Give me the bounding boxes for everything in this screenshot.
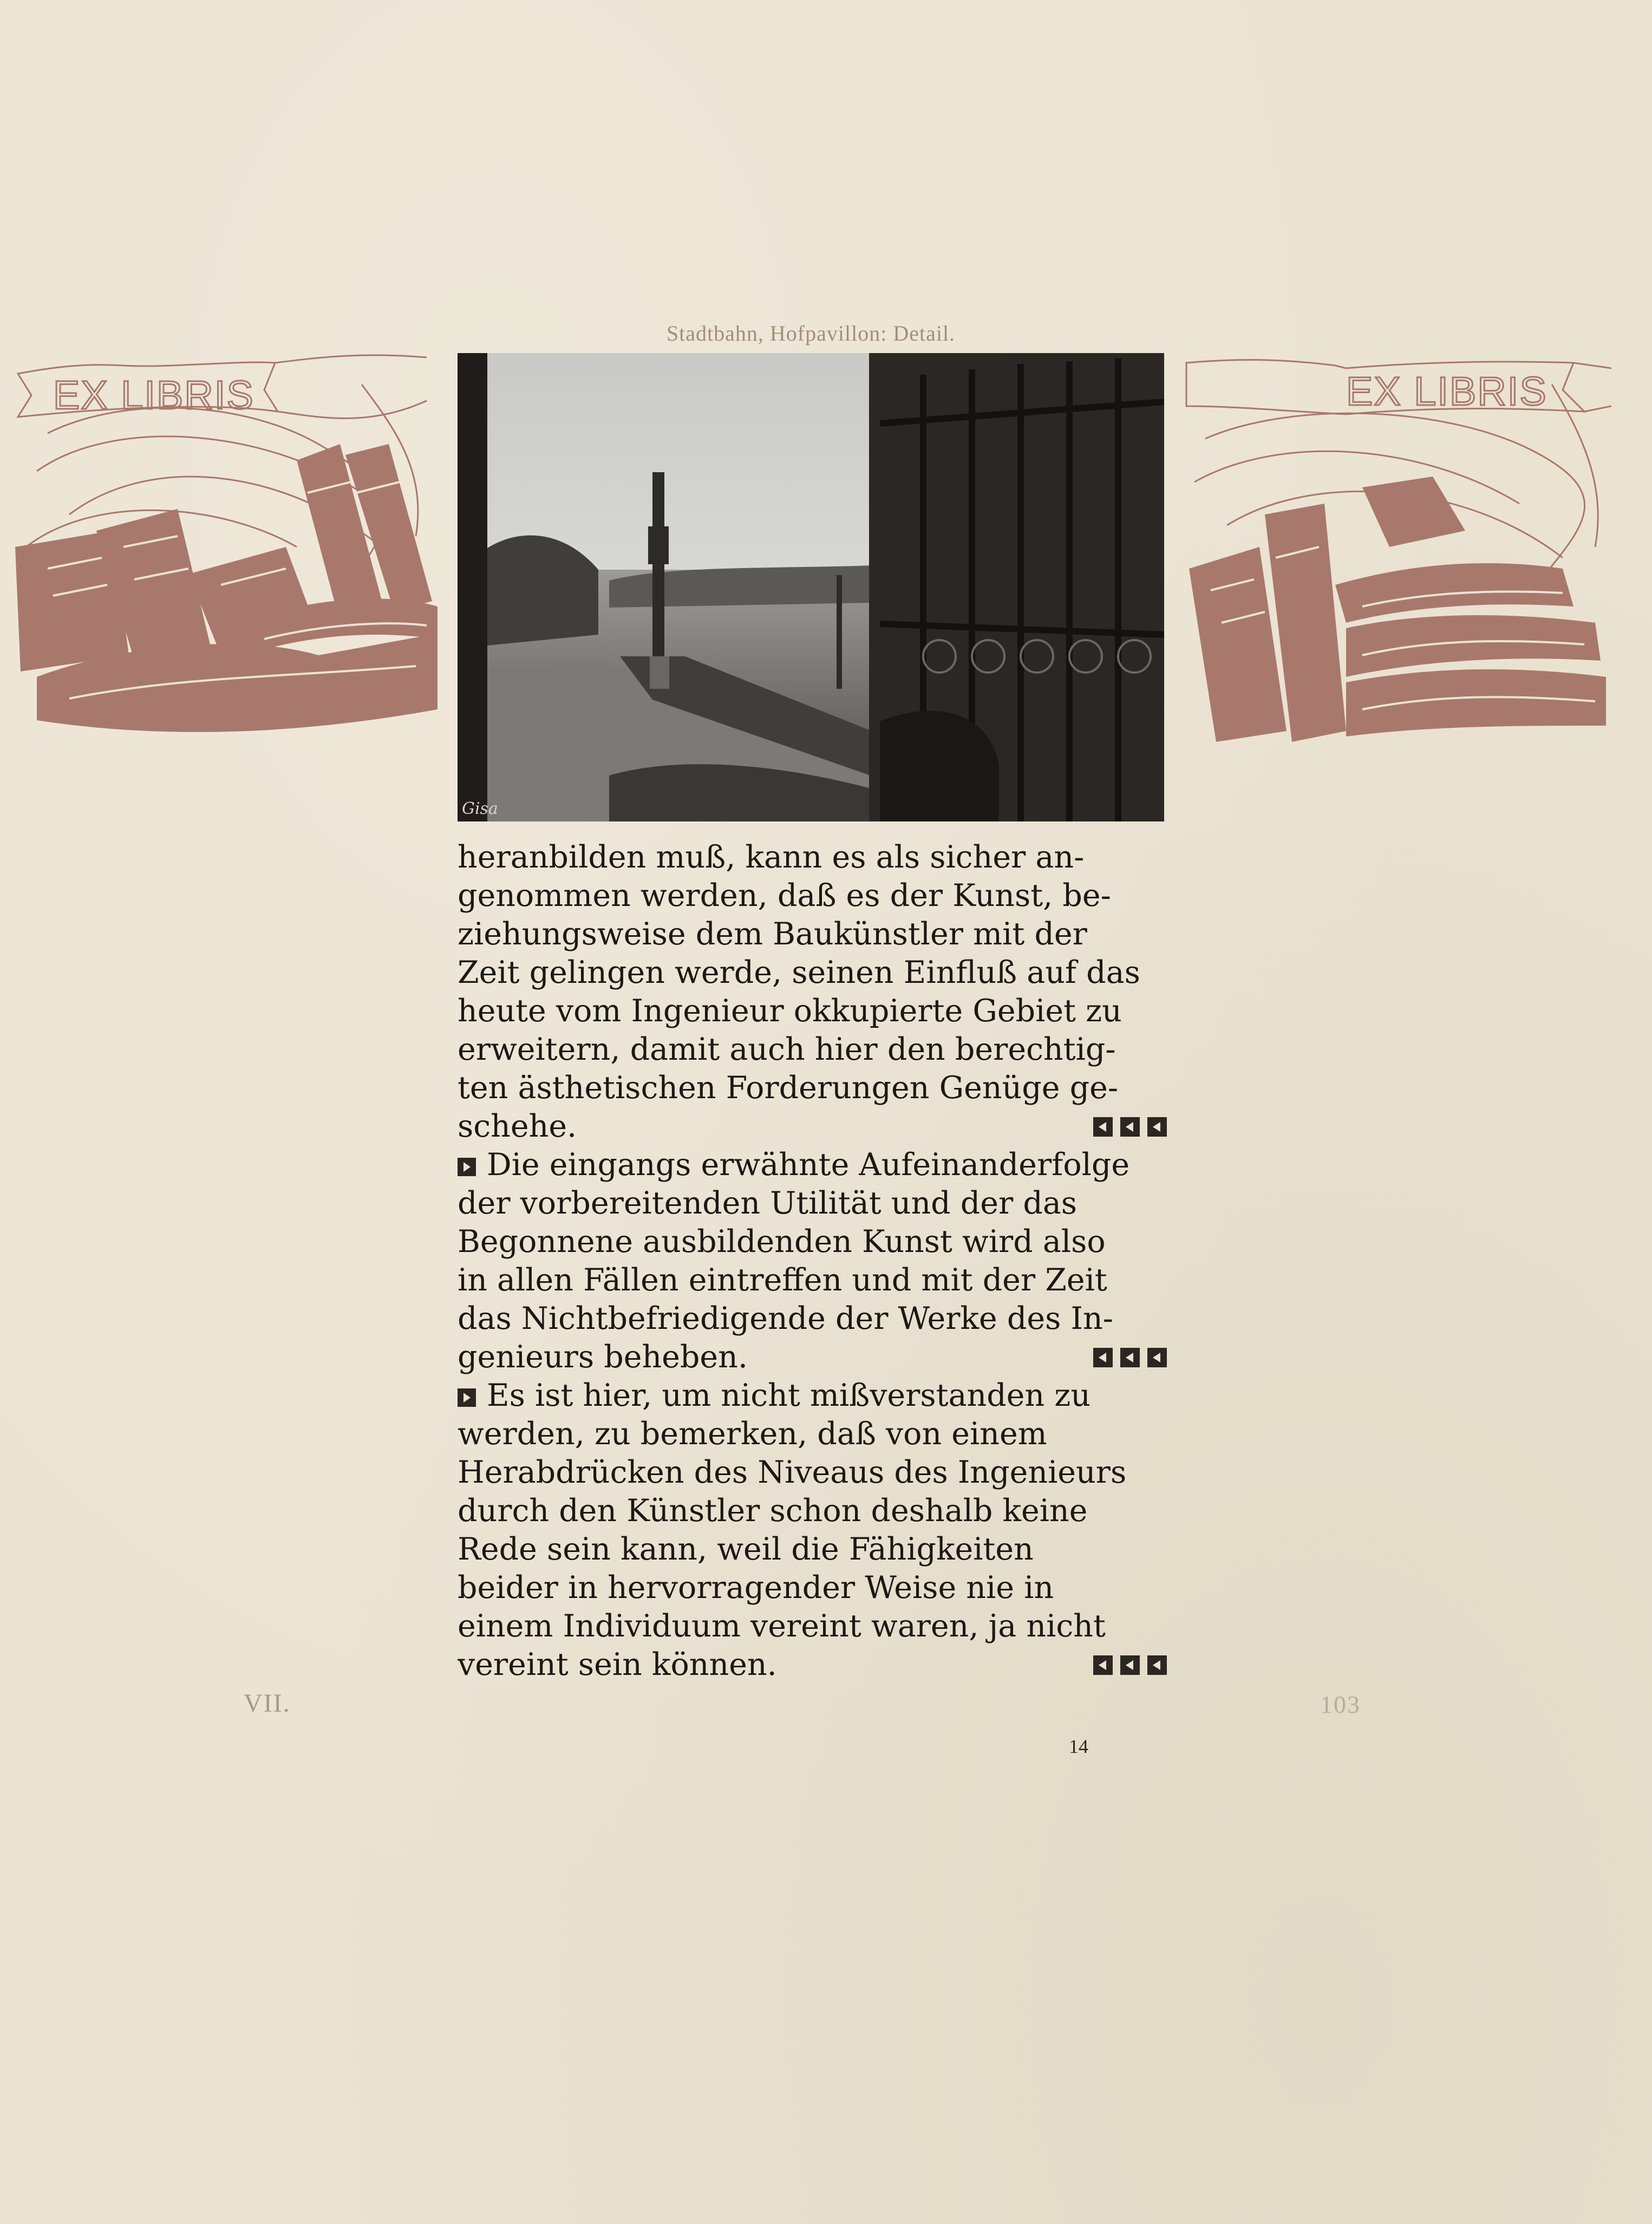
- exlibris-label-left: EX LIBRIS: [53, 373, 254, 418]
- text-line: durch den Künstler schon deshalb keine: [458, 1493, 1088, 1529]
- paragraph-start-ornament-icon: [458, 1158, 476, 1176]
- text-line: werden, zu bemerken, daß von einem: [458, 1416, 1047, 1452]
- ornament-arrow-icon: [1147, 1655, 1167, 1675]
- text-line: ten ästhetischen Forderungen Genüge ge-: [458, 1070, 1119, 1106]
- text-line: einem Individuum vereint waren, ja nicht: [458, 1608, 1106, 1644]
- ornament-arrow-icon: [1120, 1117, 1140, 1137]
- exlibris-label-right: EX LIBRIS: [1346, 369, 1547, 414]
- paragraph-end-ornament: [1093, 1655, 1167, 1675]
- text-line: heranbilden muß, kann es als sicher an-: [458, 839, 1085, 875]
- text-line: heute vom Ingenieur okkupierte Gebiet zu: [458, 993, 1122, 1029]
- volume-marker: VII.: [244, 1689, 291, 1718]
- exlibris-illustration-right: [1184, 352, 1611, 785]
- station-pavilion-photo: [458, 353, 1164, 821]
- ornament-arrow-icon: [1093, 1348, 1113, 1367]
- photo-illustration: [458, 353, 1164, 821]
- text-line: Zeit gelingen werde, seinen Einfluß auf das: [458, 955, 1140, 990]
- text-line: genommen werden, daß es der Kunst, be-: [458, 878, 1111, 914]
- ornament-arrow-icon: [1120, 1348, 1140, 1367]
- text-line: das Nichtbefriedigende der Werke des In-: [458, 1301, 1113, 1336]
- text-line: Die eingangs erwähnte Aufeinanderfolge: [458, 1146, 1167, 1184]
- signature-mark: 14: [1069, 1736, 1088, 1757]
- photo-signature: Gisa: [462, 799, 498, 818]
- paragraph-start-ornament-icon: [458, 1388, 476, 1407]
- text-line: der vorbereitenden Utilität und der das: [458, 1185, 1078, 1221]
- ornament-arrow-icon: [1147, 1117, 1167, 1137]
- paragraph-end-ornament: [1093, 1348, 1167, 1367]
- ornament-arrow-icon: [1093, 1655, 1113, 1675]
- exlibris-illustration-left: [15, 352, 443, 785]
- text-line: in allen Fällen eintreffen und mit der Zeit: [458, 1262, 1107, 1298]
- paragraph-1: [458, 838, 1167, 1146]
- text-line: vereint sein können.: [458, 1646, 1167, 1684]
- text-line: Herabdrücken des Niveaus des Ingenieurs: [458, 1455, 1127, 1490]
- article-body: [458, 838, 1167, 1684]
- paragraph-2: [458, 1146, 1167, 1377]
- ornament-arrow-icon: [1120, 1655, 1140, 1675]
- page-number: 103: [1320, 1691, 1361, 1718]
- exlibris-vignette-left: [15, 352, 443, 785]
- text-line: beider in hervorragender Weise nie in: [458, 1570, 1054, 1606]
- text-line: Rede sein kann, weil die Fähigkeiten: [458, 1531, 1034, 1567]
- text-line: Es ist hier, um nicht mißverstanden zu: [458, 1377, 1167, 1415]
- text-line: erweitern, damit auch hier den berechtig-: [458, 1032, 1116, 1067]
- ornament-arrow-icon: [1147, 1348, 1167, 1367]
- text-line: schehe.: [458, 1107, 1167, 1146]
- ornament-arrow-icon: [1093, 1117, 1113, 1137]
- paragraph-end-ornament: [1093, 1117, 1167, 1137]
- text-line: genieurs beheben.: [458, 1338, 1167, 1377]
- text-line: Begonnene ausbildenden Kunst wird also: [458, 1224, 1106, 1260]
- paragraph-3: [458, 1377, 1167, 1684]
- exlibris-vignette-right: [1184, 352, 1611, 785]
- text-line: ziehungsweise dem Baukünstler mit der: [458, 916, 1087, 952]
- photo-caption: Stadtbahn, Hofpavillon: Detail.: [666, 321, 956, 345]
